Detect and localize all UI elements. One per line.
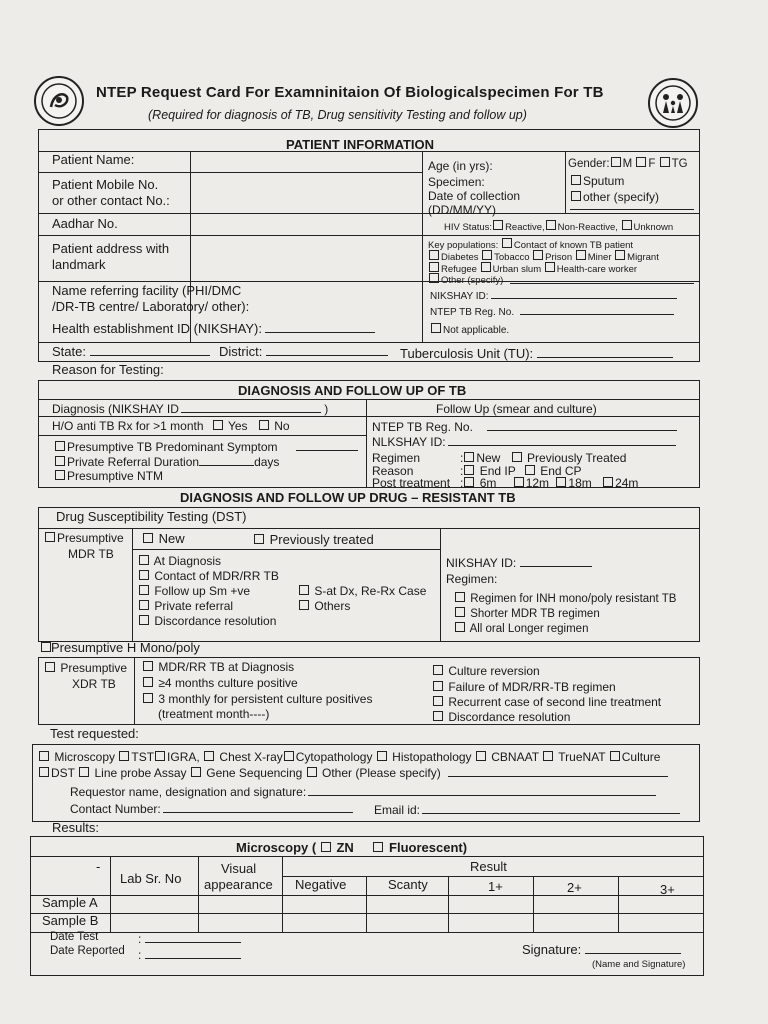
diag-ntep-reg: NTEP TB Reg. No. xyxy=(372,420,677,434)
post-18m-checkbox[interactable] xyxy=(556,477,566,487)
drug-section-title: DIAGNOSIS AND FOLLOW UP DRUG – RESISTANT TB xyxy=(180,490,516,505)
mdr-prev-treated-option: Previously treated xyxy=(253,532,374,547)
other-test-checkbox[interactable] xyxy=(307,767,317,777)
result-header: Result xyxy=(470,859,507,874)
regimen-oral-option: All oral Longer regimen xyxy=(454,622,588,635)
ho-no-checkbox[interactable] xyxy=(259,420,269,430)
district-label: District: xyxy=(219,343,388,359)
referral-duration-field[interactable] xyxy=(199,456,254,466)
microscopy-heading: Microscopy ( ZN Fluorescent) xyxy=(236,840,468,855)
regimen-prev-treated-checkbox[interactable] xyxy=(512,452,522,462)
key-pop-contact-checkbox[interactable] xyxy=(502,238,512,248)
three-monthly-checkbox[interactable] xyxy=(143,693,153,703)
contact-mdr-checkbox[interactable] xyxy=(139,570,149,580)
hiv-unknown-checkbox[interactable] xyxy=(622,220,632,230)
regimen-shorter-option: Shorter MDR TB regimen xyxy=(454,607,600,620)
drug-discordance-option: Discordance resolution xyxy=(138,614,276,628)
at-diagnosis-option: At Diagnosis xyxy=(138,554,221,568)
chest-xray-checkbox[interactable] xyxy=(204,751,214,761)
follow-up-sm-option: Follow up Sm +ve xyxy=(138,584,250,598)
culture-checkbox[interactable] xyxy=(610,751,620,761)
three-monthly-option: 3 monthly for persistent culture positives xyxy=(142,692,372,706)
diag-ntep-reg-field[interactable] xyxy=(487,422,677,431)
state-label: State: xyxy=(52,343,210,359)
mdr-prev-treated-checkbox[interactable] xyxy=(254,534,264,544)
s-at-dx-checkbox[interactable] xyxy=(299,585,309,595)
key-pop-hcw-checkbox[interactable] xyxy=(545,262,555,272)
tests-row-2: DST Line probe Assay Gene Sequencing Other (Please specify) xyxy=(38,766,668,780)
hiv-reactive-checkbox[interactable] xyxy=(493,220,503,230)
igra-checkbox[interactable] xyxy=(155,751,165,761)
sample-b-label: Sample B xyxy=(42,913,99,928)
date-format-label: (DD/MM/YY) xyxy=(428,203,550,217)
ho-anti-tb-row: H/O anti TB Rx for >1 month Yes No xyxy=(52,419,290,433)
requestor-field[interactable] xyxy=(308,787,656,796)
tst-checkbox[interactable] xyxy=(119,751,129,761)
contact-row: Contact Number: xyxy=(70,802,353,816)
presumptive-symptom-checkbox[interactable] xyxy=(55,441,65,451)
test-requested-label: Test requested: xyxy=(50,726,139,741)
date-reported-field[interactable] xyxy=(145,949,241,959)
others-checkbox[interactable] xyxy=(299,600,309,610)
xdr-discordance-checkbox[interactable] xyxy=(433,711,443,721)
presumptive-h-mono-option: Presumptive H Mono/poly xyxy=(40,640,200,655)
email-row: Email id: xyxy=(374,803,680,817)
key-pop-other-checkbox[interactable] xyxy=(429,273,439,283)
name-signature-caption: (Name and Signature) xyxy=(592,959,686,970)
referring-label-2: /DR-TB centre/ Laboratory/ other): xyxy=(52,299,250,314)
presumptive-mdr-checkbox[interactable] xyxy=(45,532,55,542)
mdr-tb-label: MDR TB xyxy=(68,547,114,561)
diag-followup-nikshay-field[interactable] xyxy=(448,437,676,446)
regimen-options: : New Previously Treated xyxy=(460,451,627,465)
drug-regimen-label: Regimen: xyxy=(446,572,498,586)
mobile-label-2: or other contact No.: xyxy=(52,193,170,208)
hiv-status-row: HIV Status: Reactive, Non-Reactive, Unknown xyxy=(444,222,674,233)
private-referral-option: Private Referral Duration days xyxy=(54,455,279,469)
not-applicable-option: Not applicable. xyxy=(430,323,509,336)
not-applicable-checkbox[interactable] xyxy=(431,323,441,333)
diagnosis-section-title: DIAGNOSIS AND FOLLOW UP OF TB xyxy=(238,383,467,398)
key-pop-row-4: Other (specify) xyxy=(428,273,503,286)
plus3-header: 3+ xyxy=(660,882,675,897)
regimen-new-checkbox[interactable] xyxy=(464,452,474,462)
failure-option: Failure of MDR/RR-TB regimen xyxy=(432,680,616,694)
form-title: NTEP Request Card For Examninitaion Of Biologicalspecimen For TB xyxy=(96,84,604,101)
regimen-inh-option: Regimen for INH mono/poly resistant TB xyxy=(454,592,676,605)
patient-nikshay-id: NIKSHAY ID: xyxy=(430,290,677,302)
presumptive-mdr-option: Presumptive xyxy=(44,531,124,545)
zn-checkbox[interactable] xyxy=(321,842,331,852)
gender-tg-checkbox[interactable] xyxy=(660,157,670,167)
key-pop-migrant-checkbox[interactable] xyxy=(615,250,625,260)
key-pop-urban-checkbox[interactable] xyxy=(481,262,491,272)
date-reported-colon: : xyxy=(138,948,241,962)
health-est-label: Health establishment ID (NIKSHAY): xyxy=(52,320,375,336)
microscopy-checkbox[interactable] xyxy=(39,751,49,761)
failure-checkbox[interactable] xyxy=(433,681,443,691)
presumptive-xdr-checkbox[interactable] xyxy=(45,662,55,672)
histopathology-checkbox[interactable] xyxy=(377,751,387,761)
patient-nikshay-id-field[interactable] xyxy=(491,290,677,299)
presumptive-ntm-checkbox[interactable] xyxy=(55,470,65,480)
dst-checkbox[interactable] xyxy=(39,767,49,777)
other-test-field[interactable] xyxy=(448,768,668,777)
sputum-checkbox[interactable] xyxy=(571,175,581,185)
presumptive-ntm-option: Presumptive NTM xyxy=(54,469,163,483)
mdr-new-option: New xyxy=(142,531,185,546)
key-pop-refugee-checkbox[interactable] xyxy=(429,262,439,272)
address-label-1: Patient address with xyxy=(52,241,170,256)
date-test-field[interactable] xyxy=(145,933,241,943)
referring-label-1: Name referring facility (PHI/DMC xyxy=(52,283,242,298)
plus2-header: 2+ xyxy=(567,880,582,895)
post-24m-checkbox[interactable] xyxy=(603,477,613,487)
drug-discordance-checkbox[interactable] xyxy=(139,615,149,625)
gene-seq-checkbox[interactable] xyxy=(191,767,201,777)
form-subtitle: (Required for diagnosis of TB, Drug sensitivity Testing and follow up) xyxy=(148,108,527,122)
family-emblem-icon xyxy=(653,83,693,123)
post-treatment-label: Post treatment xyxy=(372,476,451,490)
treatment-month-label: (treatment month----) xyxy=(158,707,270,721)
regimen-inh-checkbox[interactable] xyxy=(455,592,465,602)
patient-ntep-reg-field[interactable] xyxy=(520,306,674,315)
key-pop-row-3: Refugee Urban slum Health-care worker xyxy=(428,262,637,275)
key-pop-prison-checkbox[interactable] xyxy=(533,250,543,260)
tu-label: Tuberculosis Unit (TU): xyxy=(400,345,673,361)
district-field[interactable] xyxy=(266,343,388,356)
mdr-at-diag-option: MDR/RR TB at Diagnosis xyxy=(142,660,294,674)
visual-header-2: appearance xyxy=(204,877,273,892)
other-specimen-option: other (specify) xyxy=(570,190,659,204)
ntep-emblem-icon xyxy=(39,81,79,121)
key-pop-row-1: Key populations: Contact of known TB patient xyxy=(428,240,634,251)
ho-yes-checkbox[interactable] xyxy=(213,420,223,430)
scanty-header: Scanty xyxy=(388,877,428,892)
specimen-label: Specimen: xyxy=(428,175,485,189)
drug-nikshay-id: NIKSHAY ID: xyxy=(446,556,592,570)
others-option: Others xyxy=(298,599,350,613)
date-collection-label: Date of collection xyxy=(428,189,521,203)
results-label: Results: xyxy=(52,820,99,835)
visual-header-1: Visual xyxy=(221,861,257,876)
lab-sr-header: Lab Sr. No xyxy=(120,871,182,886)
drug-private-referral-checkbox[interactable] xyxy=(139,600,149,610)
date-test-label: Date Test xyxy=(50,931,99,943)
at-diagnosis-checkbox[interactable] xyxy=(139,555,149,565)
lpa-checkbox[interactable] xyxy=(79,767,89,777)
dst-label: Drug Susceptibility Testing (DST) xyxy=(56,509,247,524)
fluorescent-checkbox[interactable] xyxy=(373,842,383,852)
reason-end-cp-checkbox[interactable] xyxy=(525,465,535,475)
plus1-header: 1+ xyxy=(488,879,503,894)
aadhar-label: Aadhar No. xyxy=(52,216,118,231)
address-label-2: landmark xyxy=(52,257,106,272)
mdr-new-checkbox[interactable] xyxy=(143,533,153,543)
xdr-discordance-option: Discordance resolution xyxy=(432,710,570,724)
s-at-dx-option: S-at Dx, Re-Rx Case xyxy=(298,584,426,598)
hiv-nonreactive-checkbox[interactable] xyxy=(546,220,556,230)
post-treatment-options: : 6m 12m 18m 24m xyxy=(460,476,639,490)
contact-field[interactable] xyxy=(163,804,353,813)
results-dash: - xyxy=(96,859,101,874)
age-label: Age (in yrs): xyxy=(428,159,493,173)
email-field[interactable] xyxy=(422,805,680,814)
signature-field[interactable] xyxy=(585,944,681,954)
cytopathology-checkbox[interactable] xyxy=(284,751,294,761)
recurrent-option: Recurrent case of second line treatment xyxy=(432,695,661,709)
health-est-field[interactable] xyxy=(265,320,375,333)
presumptive-xdr-option: Presumptive xyxy=(44,661,127,675)
key-pop-diabetes-checkbox[interactable] xyxy=(429,250,439,260)
presumptive-h-mono-checkbox[interactable] xyxy=(41,642,51,652)
reason-end-ip-checkbox[interactable] xyxy=(464,465,474,475)
key-pop-miner-checkbox[interactable] xyxy=(576,250,586,260)
gender-m-checkbox[interactable] xyxy=(611,157,621,167)
cbnaat-checkbox[interactable] xyxy=(476,751,486,761)
follow-up-title: Follow Up (smear and culture) xyxy=(436,402,597,416)
culture-reversion-checkbox[interactable] xyxy=(433,665,443,675)
contact-mdr-option: Contact of MDR/RR TB xyxy=(138,569,279,583)
signature-row: Signature: xyxy=(522,942,681,957)
ntep-logo xyxy=(34,76,84,126)
regimen-label: Regimen xyxy=(372,451,421,465)
state-field[interactable] xyxy=(90,343,210,356)
patient-ntep-reg: NTEP TB Reg. No. xyxy=(430,306,674,318)
private-referral-checkbox[interactable] xyxy=(55,456,65,466)
reason-options: : End IP End CP xyxy=(460,464,582,478)
diag-nikshay-row: NLKSHAY ID: xyxy=(372,435,676,449)
patient-section-title: PATIENT INFORMATION xyxy=(286,137,435,152)
mobile-label-1: Patient Mobile No. xyxy=(52,177,159,192)
drug-private-referral-option: Private referral xyxy=(138,599,233,613)
truenat-checkbox[interactable] xyxy=(543,751,553,761)
regimen-shorter-checkbox[interactable] xyxy=(455,607,465,617)
four-months-option: ≥4 months culture positive xyxy=(142,676,298,690)
post-12m-checkbox[interactable] xyxy=(514,477,524,487)
patient-name-label: Patient Name: xyxy=(52,152,135,167)
reason-for-testing-label: Reason for Testing: xyxy=(52,362,164,377)
key-pop-tobacco-checkbox[interactable] xyxy=(482,250,492,260)
culture-reversion-option: Culture reversion xyxy=(432,664,540,678)
mdr-at-diag-checkbox[interactable] xyxy=(143,661,153,671)
drug-nikshay-field[interactable] xyxy=(520,559,592,567)
diag-nikshay-id: Diagnosis (NIKSHAY ID ) xyxy=(52,402,329,416)
key-pop-row-2: Diabetes Tobacco Prison Miner Migrant xyxy=(428,250,659,263)
sputum-option: Sputum xyxy=(570,174,624,188)
nhm-logo xyxy=(648,78,698,128)
date-test-colon: : xyxy=(138,932,241,946)
requestor-row: Requestor name, designation and signature: xyxy=(70,785,656,799)
other-specimen-checkbox[interactable] xyxy=(571,191,581,201)
tests-row-1: Microscopy TST IGRA, Chest X-ray Cytopathology Histopathology CBNAAT TrueNAT Culture xyxy=(38,750,660,764)
reason-label: Reason xyxy=(372,464,414,478)
gender-label: Gender: M F TG xyxy=(568,158,688,170)
post-6m-checkbox[interactable] xyxy=(464,477,474,487)
sample-a-label: Sample A xyxy=(42,895,98,910)
negative-header: Negative xyxy=(295,877,347,892)
date-reported-label: Date Reported xyxy=(50,945,125,957)
gender-f-checkbox[interactable] xyxy=(636,157,646,167)
xdr-tb-label: XDR TB xyxy=(72,677,116,691)
tu-field[interactable] xyxy=(537,345,673,358)
follow-up-sm-checkbox[interactable] xyxy=(139,585,149,595)
presumptive-symptom-option: Presumptive TB Predominant Symptom xyxy=(54,440,278,454)
recurrent-checkbox[interactable] xyxy=(433,696,443,706)
four-months-checkbox[interactable] xyxy=(143,677,153,687)
diag-nikshay-field[interactable] xyxy=(181,403,321,413)
date-collection-field[interactable] xyxy=(498,205,550,214)
regimen-oral-checkbox[interactable] xyxy=(455,622,465,632)
